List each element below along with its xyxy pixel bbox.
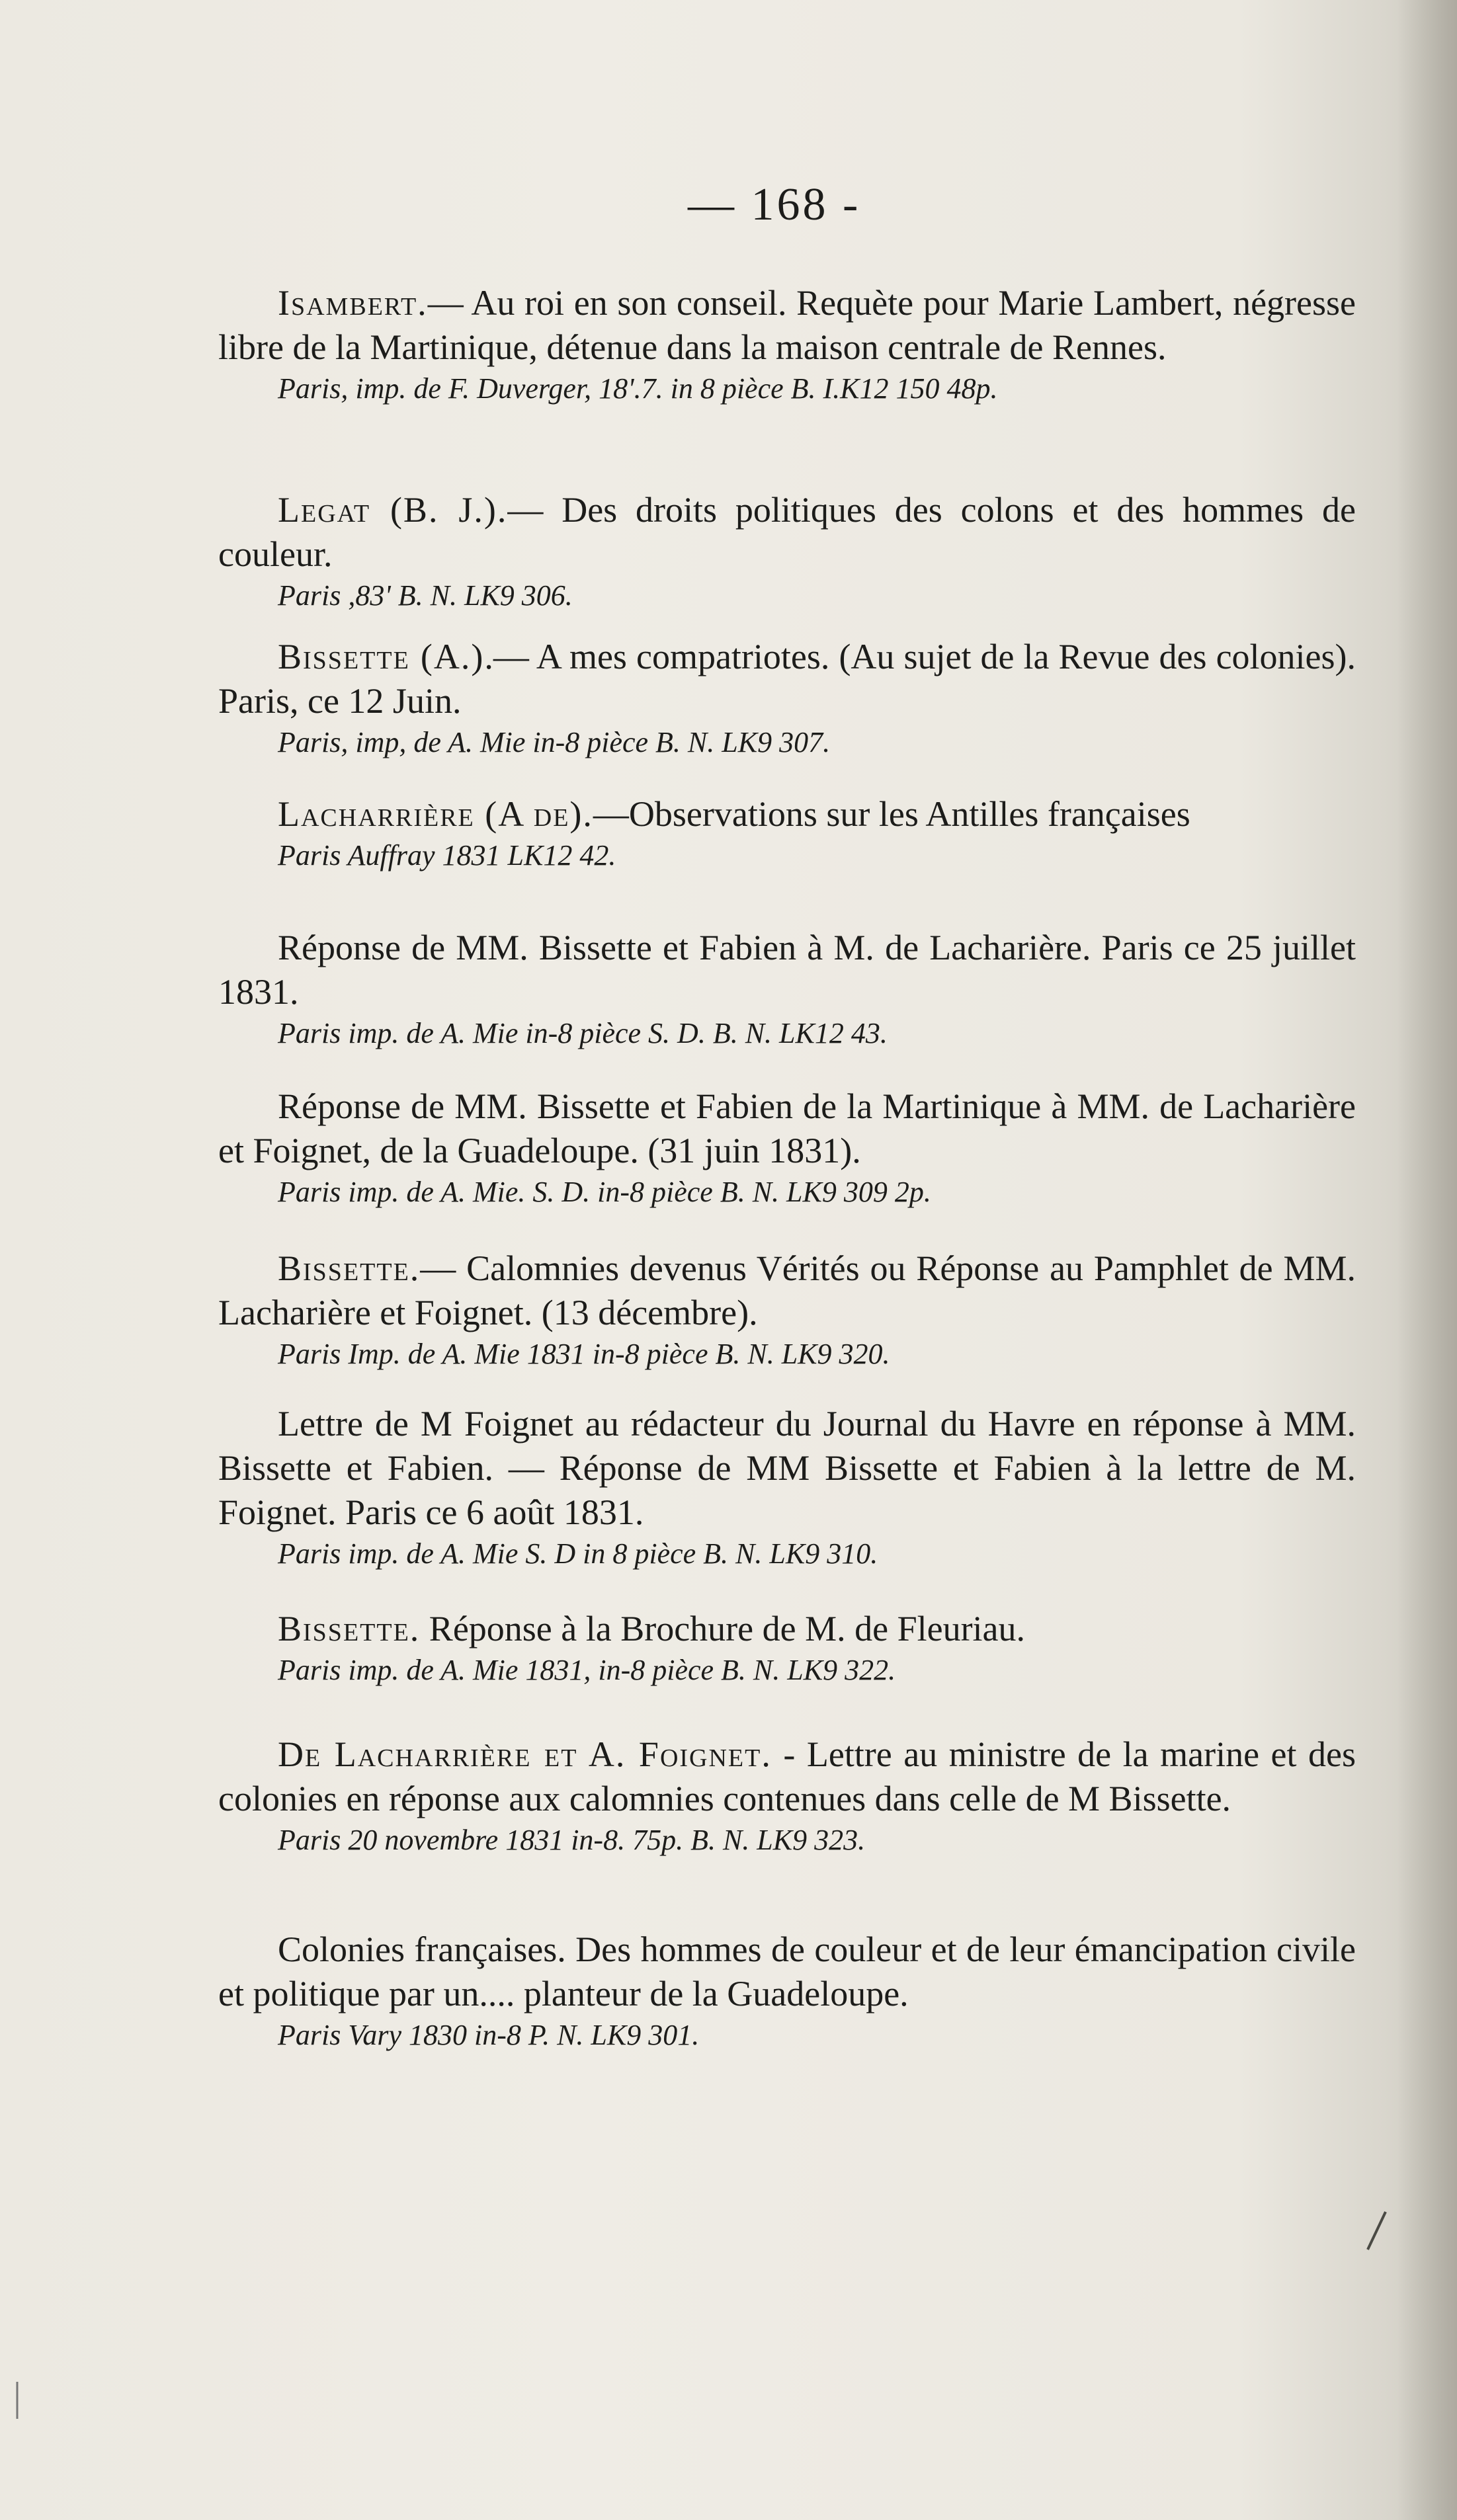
entry-title: —Observations sur les Antilles françaises: [593, 794, 1190, 834]
entry-imprint: Paris Imp. de A. Mie 1831 in-8 pièce B. N. LK9 320.: [278, 1338, 890, 1370]
entry-title: - Lettre au ministre de la marine et des colonies en réponse aux calomnies contenues dans celle de M Bissette.: [218, 1734, 1356, 1818]
entry-imprint: Paris imp. de A. Mie in-8 pièce S. D. B. N. LK12 43.: [278, 1017, 888, 1049]
bibliography-entry: [218, 926, 1356, 1053]
entry-text: [218, 1084, 1356, 1173]
entry-title: .— A mes compatriotes. (Au sujet de la Revue des colonies). Paris, ce 12 Juin.: [218, 637, 1356, 721]
bibliography-entry: [218, 792, 1356, 875]
entry-text: [218, 1928, 1356, 2016]
entry-text: [218, 1246, 1356, 1335]
bibliography-entry: [218, 281, 1356, 408]
entry-title: Réponse à la Brochure de M. de Fleuriau.: [420, 1609, 1026, 1648]
entry-title: — Des droits politiques des colons et des hommes de couleur.: [218, 490, 1356, 574]
entry-imprint: Paris ,83' B. N. LK9 306.: [278, 579, 573, 612]
bibliography-entry: [218, 1084, 1356, 1211]
page-number: — 168 -: [688, 179, 861, 230]
entry-imprint: Paris Auffray 1831 LK12 42.: [278, 839, 616, 872]
entry-author: Isambert.: [278, 283, 428, 323]
bibliography-entry: [218, 1732, 1356, 1859]
entry-author: Lacharrière (A de).: [278, 794, 593, 834]
bibliography-entry: [218, 488, 1356, 615]
entry-author: Bissette.: [278, 1609, 421, 1648]
entry-text: [218, 488, 1356, 577]
entry-title: Réponse de MM. Bissette et Fabien de la Martinique à MM. de Lacharière et Foignet, de la Guadeloupe. (31 juin 1831).: [218, 1086, 1356, 1170]
bibliography-entry: [218, 1246, 1356, 1373]
bibliography-entry: [218, 1607, 1356, 1689]
entry-title: — Au roi en son conseil. Requète pour Marie Lambert, négresse libre de la Martinique, détenue dans la maison centrale de Rennes.: [218, 283, 1356, 367]
entry-imprint: Paris imp. de A. Mie S. D in 8 pièce B. N. LK9 310.: [278, 1537, 878, 1570]
entry-imprint: Paris, imp, de A. Mie in-8 pièce B. N. LK9 307.: [278, 726, 831, 758]
entry-text: [218, 635, 1356, 723]
entry-text: [218, 1732, 1356, 1821]
pencil-mark: [1362, 2209, 1389, 2255]
entry-title: Réponse de MM. Bissette et Fabien à M. de Lacharière. Paris ce 25 juillet 1831.: [218, 928, 1356, 1012]
entry-text: [218, 926, 1356, 1014]
entry-text: [218, 1402, 1356, 1535]
entry-author: Bissette (A.): [278, 637, 485, 676]
entry-imprint: Paris, imp. de F. Duverger, 18'.7. in 8 pièce B. I.K12 150 48p.: [278, 372, 998, 405]
bibliography-entry: [218, 1402, 1356, 1573]
entry-imprint: Paris 20 novembre 1831 in-8. 75p. B. N. LK9 323.: [278, 1824, 866, 1856]
entry-author: Bissette.: [278, 1248, 421, 1288]
entry-title: — Calomnies devenus Vérités ou Réponse au Pamphlet de MM. Lacharière et Foignet. (13 décembre).: [218, 1248, 1356, 1332]
margin-mark: [13, 2380, 21, 2420]
entry-author: De Lacharrière et A. Foignet.: [278, 1734, 772, 1774]
entry-title: Lettre de M Foignet au rédacteur du Journal du Havre en réponse à MM. Bissette et Fabien. — Réponse de MM Bissette et Fabien à la lettre de M. Foignet. Paris ce 6 août 1831.: [218, 1404, 1356, 1532]
bibliography-entry: [218, 1928, 1356, 2054]
entry-author: Legat (B. J.).: [278, 490, 508, 530]
entry-imprint: Paris Vary 1830 in-8 P. N. LK9 301.: [278, 2019, 700, 2051]
entry-imprint: Paris imp. de A. Mie. S. D. in-8 pièce B. N. LK9 309 2p.: [278, 1176, 931, 1208]
entry-text: [218, 1607, 1356, 1651]
entry-imprint: Paris imp. de A. Mie 1831, in-8 pièce B. N. LK9 322.: [278, 1654, 896, 1686]
page-edge-shadow: [1397, 0, 1457, 2520]
bibliography-entry: [218, 635, 1356, 762]
entry-text: [218, 792, 1356, 836]
entry-title: Colonies françaises. Des hommes de couleur et de leur émancipation civile et politique par un.... planteur de la Guadeloupe.: [218, 1930, 1356, 2013]
entry-text: [218, 281, 1356, 370]
